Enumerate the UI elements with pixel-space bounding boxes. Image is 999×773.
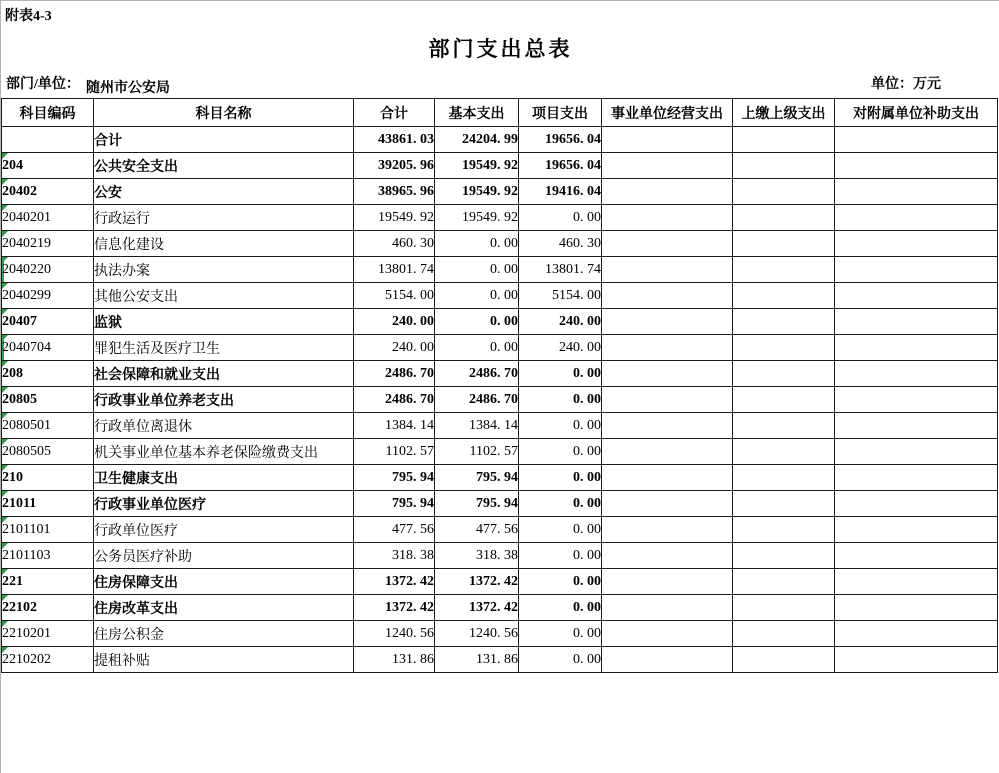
upper-remit-cell xyxy=(733,283,835,309)
project-expense-cell: 0. 00 xyxy=(519,439,602,465)
table-row xyxy=(2,439,998,465)
code-cell: 2040219 xyxy=(2,231,94,257)
excel-error-marker-icon xyxy=(2,413,8,419)
upper-remit-cell xyxy=(733,439,835,465)
table-row xyxy=(2,621,998,647)
code-cell: 2040299 xyxy=(2,283,94,309)
total-cell: 795. 94 xyxy=(354,491,435,517)
table-row xyxy=(2,569,998,595)
name-cell: 公安 xyxy=(94,179,354,205)
operating-expense-cell xyxy=(602,465,733,491)
table-row xyxy=(2,127,998,153)
column-header: 事业单位经营支出 xyxy=(602,99,733,127)
code-cell: 20402 xyxy=(2,179,94,205)
operating-expense-cell xyxy=(602,283,733,309)
subsidy-cell xyxy=(835,647,998,673)
excel-error-marker-icon xyxy=(2,335,8,341)
subsidy-cell xyxy=(835,491,998,517)
operating-expense-cell xyxy=(602,491,733,517)
table-row xyxy=(2,231,998,257)
excel-error-marker-icon xyxy=(2,283,8,289)
excel-error-marker-icon xyxy=(2,231,8,237)
upper-remit-cell xyxy=(733,543,835,569)
project-expense-cell: 5154. 00 xyxy=(519,283,602,309)
code-cell: 20805 xyxy=(2,387,94,413)
operating-expense-cell xyxy=(602,205,733,231)
column-header: 基本支出 xyxy=(435,99,519,127)
total-cell: 795. 94 xyxy=(354,465,435,491)
upper-remit-cell xyxy=(733,231,835,257)
department-label: 部门/单位： xyxy=(6,77,80,92)
subsidy-cell xyxy=(835,621,998,647)
operating-expense-cell xyxy=(602,439,733,465)
upper-remit-cell xyxy=(733,569,835,595)
total-cell: 240. 00 xyxy=(354,309,435,335)
operating-expense-cell xyxy=(602,335,733,361)
excel-error-marker-icon xyxy=(2,543,8,549)
upper-remit-cell xyxy=(733,647,835,673)
name-cell: 住房公积金 xyxy=(94,621,354,647)
upper-remit-cell xyxy=(733,595,835,621)
subsidy-cell xyxy=(835,127,998,153)
code-cell: 22102 xyxy=(2,595,94,621)
code-cell: 2040201 xyxy=(2,205,94,231)
table-row xyxy=(2,361,998,387)
operating-expense-cell xyxy=(602,127,733,153)
project-expense-cell: 0. 00 xyxy=(519,413,602,439)
upper-remit-cell xyxy=(733,413,835,439)
code-cell: 210 xyxy=(2,465,94,491)
subsidy-cell xyxy=(835,413,998,439)
excel-error-marker-icon xyxy=(2,621,8,627)
project-expense-cell: 240. 00 xyxy=(519,335,602,361)
project-expense-cell: 240. 00 xyxy=(519,309,602,335)
total-cell: 1240. 56 xyxy=(354,621,435,647)
column-header: 上缴上级支出 xyxy=(733,99,835,127)
code-cell: 2101103 xyxy=(2,543,94,569)
operating-expense-cell xyxy=(602,517,733,543)
basic-expense-cell: 1372. 42 xyxy=(435,595,519,621)
code-cell: 2210202 xyxy=(2,647,94,673)
subsidy-cell xyxy=(835,439,998,465)
upper-remit-cell xyxy=(733,257,835,283)
project-expense-cell: 19416. 04 xyxy=(519,179,602,205)
attachment-label: 附表4-3 xyxy=(5,9,52,24)
column-header: 项目支出 xyxy=(519,99,602,127)
project-expense-cell: 0. 00 xyxy=(519,621,602,647)
name-cell: 卫生健康支出 xyxy=(94,465,354,491)
table-body xyxy=(2,127,998,673)
project-expense-cell: 0. 00 xyxy=(519,387,602,413)
excel-error-marker-icon xyxy=(2,465,8,471)
table-row xyxy=(2,153,998,179)
total-cell: 38965. 96 xyxy=(354,179,435,205)
name-cell: 提租补贴 xyxy=(94,647,354,673)
column-header: 合计 xyxy=(354,99,435,127)
table-row xyxy=(2,205,998,231)
basic-expense-cell: 1102. 57 xyxy=(435,439,519,465)
table-row xyxy=(2,517,998,543)
total-cell: 19549. 92 xyxy=(354,205,435,231)
basic-expense-cell: 0. 00 xyxy=(435,335,519,361)
upper-remit-cell xyxy=(733,517,835,543)
upper-remit-cell xyxy=(733,387,835,413)
operating-expense-cell xyxy=(602,413,733,439)
upper-remit-cell xyxy=(733,309,835,335)
subsidy-cell xyxy=(835,465,998,491)
basic-expense-cell: 0. 00 xyxy=(435,283,519,309)
basic-expense-cell: 19549. 92 xyxy=(435,205,519,231)
upper-remit-cell xyxy=(733,153,835,179)
excel-error-marker-icon xyxy=(2,309,8,315)
table-row xyxy=(2,595,998,621)
subsidy-cell xyxy=(835,517,998,543)
project-expense-cell: 0. 00 xyxy=(519,465,602,491)
total-cell: 460. 30 xyxy=(354,231,435,257)
excel-error-marker-icon xyxy=(2,595,8,601)
excel-error-marker-icon xyxy=(2,647,8,653)
name-cell: 行政事业单位养老支出 xyxy=(94,387,354,413)
name-cell: 公务员医疗补助 xyxy=(94,543,354,569)
project-expense-cell: 0. 00 xyxy=(519,647,602,673)
basic-expense-cell: 318. 38 xyxy=(435,543,519,569)
table-row xyxy=(2,543,998,569)
total-cell: 2486. 70 xyxy=(354,387,435,413)
total-cell: 39205. 96 xyxy=(354,153,435,179)
upper-remit-cell xyxy=(733,361,835,387)
name-cell: 其他公安支出 xyxy=(94,283,354,309)
name-cell: 行政单位医疗 xyxy=(94,517,354,543)
total-cell: 1372. 42 xyxy=(354,595,435,621)
project-expense-cell: 0. 00 xyxy=(519,491,602,517)
operating-expense-cell xyxy=(602,231,733,257)
project-expense-cell: 0. 00 xyxy=(519,595,602,621)
code-cell: 2101101 xyxy=(2,517,94,543)
code-cell: 2040704 xyxy=(2,335,94,361)
table-row xyxy=(2,283,998,309)
operating-expense-cell xyxy=(602,569,733,595)
name-cell: 行政事业单位医疗 xyxy=(94,491,354,517)
project-expense-cell: 0. 00 xyxy=(519,205,602,231)
total-cell: 43861. 03 xyxy=(354,127,435,153)
basic-expense-cell: 19549. 92 xyxy=(435,179,519,205)
project-expense-cell: 19656. 04 xyxy=(519,127,602,153)
subsidy-cell xyxy=(835,231,998,257)
table-row xyxy=(2,309,998,335)
subsidy-cell xyxy=(835,257,998,283)
table-row xyxy=(2,413,998,439)
column-header: 科目编码 xyxy=(2,99,94,127)
project-expense-cell: 0. 00 xyxy=(519,517,602,543)
total-cell: 1372. 42 xyxy=(354,569,435,595)
subsidy-cell xyxy=(835,335,998,361)
basic-expense-cell: 2486. 70 xyxy=(435,387,519,413)
excel-error-marker-icon xyxy=(2,517,8,523)
name-cell: 住房改革支出 xyxy=(94,595,354,621)
basic-expense-cell: 1240. 56 xyxy=(435,621,519,647)
department-value: 随州市公安局 xyxy=(86,81,170,96)
subsidy-cell xyxy=(835,205,998,231)
upper-remit-cell xyxy=(733,205,835,231)
name-cell: 住房保障支出 xyxy=(94,569,354,595)
name-cell: 信息化建设 xyxy=(94,231,354,257)
excel-error-marker-icon xyxy=(2,439,8,445)
subsidy-cell xyxy=(835,153,998,179)
table-row xyxy=(2,465,998,491)
subsidy-cell xyxy=(835,361,998,387)
operating-expense-cell xyxy=(602,257,733,283)
code-cell: 2040220 xyxy=(2,257,94,283)
basic-expense-cell: 131. 86 xyxy=(435,647,519,673)
upper-remit-cell xyxy=(733,621,835,647)
header-row xyxy=(2,99,998,127)
name-cell: 行政单位离退休 xyxy=(94,413,354,439)
table-row xyxy=(2,257,998,283)
total-cell: 477. 56 xyxy=(354,517,435,543)
operating-expense-cell xyxy=(602,309,733,335)
upper-remit-cell xyxy=(733,179,835,205)
basic-expense-cell: 24204. 99 xyxy=(435,127,519,153)
basic-expense-cell: 795. 94 xyxy=(435,491,519,517)
operating-expense-cell xyxy=(602,647,733,673)
table-row xyxy=(2,491,998,517)
operating-expense-cell xyxy=(602,595,733,621)
project-expense-cell: 0. 00 xyxy=(519,361,602,387)
excel-error-marker-icon xyxy=(2,257,8,263)
excel-error-marker-icon xyxy=(2,361,8,367)
upper-remit-cell xyxy=(733,465,835,491)
total-cell: 2486. 70 xyxy=(354,361,435,387)
upper-remit-cell xyxy=(733,127,835,153)
basic-expense-cell: 19549. 92 xyxy=(435,153,519,179)
basic-expense-cell: 1384. 14 xyxy=(435,413,519,439)
name-cell: 公共安全支出 xyxy=(94,153,354,179)
subsidy-cell xyxy=(835,569,998,595)
operating-expense-cell xyxy=(602,153,733,179)
unit-label: 单位：万元 xyxy=(871,77,941,92)
excel-error-marker-icon xyxy=(2,153,8,159)
code-cell: 221 xyxy=(2,569,94,595)
upper-remit-cell xyxy=(733,335,835,361)
subsidy-cell xyxy=(835,309,998,335)
excel-error-marker-icon xyxy=(2,179,8,185)
basic-expense-cell: 0. 00 xyxy=(435,257,519,283)
basic-expense-cell: 0. 00 xyxy=(435,231,519,257)
operating-expense-cell xyxy=(602,361,733,387)
table-row xyxy=(2,179,998,205)
project-expense-cell: 13801. 74 xyxy=(519,257,602,283)
basic-expense-cell: 2486. 70 xyxy=(435,361,519,387)
table-row xyxy=(2,335,998,361)
expenditure-table xyxy=(1,98,998,673)
name-cell: 监狱 xyxy=(94,309,354,335)
column-header: 科目名称 xyxy=(94,99,354,127)
operating-expense-cell xyxy=(602,621,733,647)
code-cell xyxy=(2,127,94,153)
subsidy-cell xyxy=(835,595,998,621)
project-expense-cell: 0. 00 xyxy=(519,569,602,595)
basic-expense-cell: 477. 56 xyxy=(435,517,519,543)
name-cell: 机关事业单位基本养老保险缴费支出 xyxy=(94,439,354,465)
excel-error-marker-icon xyxy=(2,205,8,211)
code-cell: 20407 xyxy=(2,309,94,335)
name-cell: 社会保障和就业支出 xyxy=(94,361,354,387)
subsidy-cell xyxy=(835,387,998,413)
code-cell: 204 xyxy=(2,153,94,179)
total-cell: 318. 38 xyxy=(354,543,435,569)
code-cell: 2080501 xyxy=(2,413,94,439)
table-row xyxy=(2,647,998,673)
name-cell: 执法办案 xyxy=(94,257,354,283)
excel-error-marker-icon xyxy=(2,569,8,575)
basic-expense-cell: 795. 94 xyxy=(435,465,519,491)
code-cell: 208 xyxy=(2,361,94,387)
project-expense-cell: 19656. 04 xyxy=(519,153,602,179)
name-cell: 合计 xyxy=(94,127,354,153)
total-cell: 131. 86 xyxy=(354,647,435,673)
code-cell: 2080505 xyxy=(2,439,94,465)
upper-remit-cell xyxy=(733,491,835,517)
subsidy-cell xyxy=(835,543,998,569)
total-cell: 1384. 14 xyxy=(354,413,435,439)
basic-expense-cell: 0. 00 xyxy=(435,309,519,335)
operating-expense-cell xyxy=(602,179,733,205)
project-expense-cell: 0. 00 xyxy=(519,543,602,569)
operating-expense-cell xyxy=(602,543,733,569)
column-header: 对附属单位补助支出 xyxy=(835,99,998,127)
operating-expense-cell xyxy=(602,387,733,413)
table-row xyxy=(2,387,998,413)
total-cell: 5154. 00 xyxy=(354,283,435,309)
total-cell: 1102. 57 xyxy=(354,439,435,465)
excel-error-marker-icon xyxy=(2,491,8,497)
project-expense-cell: 460. 30 xyxy=(519,231,602,257)
excel-error-marker-icon xyxy=(2,387,8,393)
total-cell: 13801. 74 xyxy=(354,257,435,283)
code-cell: 21011 xyxy=(2,491,94,517)
page-title: 部门支出总表 xyxy=(428,37,573,61)
basic-expense-cell: 1372. 42 xyxy=(435,569,519,595)
code-cell: 2210201 xyxy=(2,621,94,647)
subsidy-cell xyxy=(835,283,998,309)
total-cell: 240. 00 xyxy=(354,335,435,361)
name-cell: 罪犯生活及医疗卫生 xyxy=(94,335,354,361)
name-cell: 行政运行 xyxy=(94,205,354,231)
subsidy-cell xyxy=(835,179,998,205)
